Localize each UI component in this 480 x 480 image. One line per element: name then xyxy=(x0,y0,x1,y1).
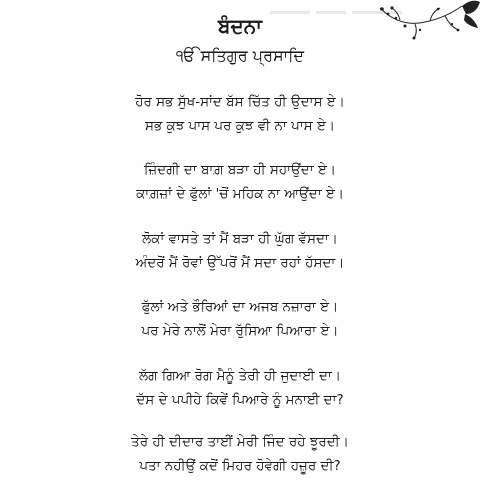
poem-line: ਲੋਕਾਂ ਵਾਸਤੇ ਤਾਂ ਮੈਂ ਬੜਾ ਹੀ ਘੁੱਗ ਵੱਸਦਾ। xyxy=(142,231,338,247)
poem-line: ਅੰਦਰੋਂ ਮੈਂ ਰੋਵਾਂ ਉੱਪਰੋਂ ਮੈਂ ਸਦਾ ਰਹਾਂ ਹੱਸਦਾ। xyxy=(135,255,345,271)
stanza-3 xyxy=(0,227,480,275)
poem-line: ਹੋਰ ਸਭ ਸੁੱਖ-ਸਾਂਦ ਬੱਸ ਚਿੱਤ ਹੀ ਉਦਾਸ ਏ। xyxy=(135,94,345,110)
poem-line: ਪਤਾ ਨਹੀਉਂ ਕਦੋਂ ਮਿਹਰ ਹੋਵੇਗੀ ਹਜ਼ੂਰ ਦੀ? xyxy=(139,458,341,474)
poem-line: ਫੁੱਲਾਂ ਅਤੇ ਭੌਰਿਆਂ ਦਾ ਅਜਬ ਨਜ਼ਾਰਾ ਏ। xyxy=(141,299,339,315)
poem-line: ਤੇਰੇ ਹੀ ਦੀਦਾਰ ਤਾਈਂ ਮੇਰੀ ਜਿੰਦ ਰਹੇ ਝੂਰਦੀ। xyxy=(131,434,349,450)
stanza-1 xyxy=(0,90,480,138)
stanza-2 xyxy=(0,158,480,206)
invocation-line: ੴ ਸਤਿਗੁਰ ਪ੍ਰਸਾਦਿ xyxy=(176,46,304,65)
poem-line: ਜ਼ਿੰਦਗੀ ਦਾ ਬਾਗ਼ ਬੜਾ ਹੀ ਸਹਾਉਂਦਾ ਏ। xyxy=(144,162,336,178)
stanza-6 xyxy=(0,430,480,478)
stanza-4 xyxy=(0,295,480,343)
stanza-5 xyxy=(0,364,480,412)
poem-line: ਲੱਗ ਗਿਆ ਰੋਗ ਮੈਨੂੰ ਤੇਰੀ ਹੀ ਜੁਦਾਈ ਦਾ। xyxy=(139,368,341,384)
poem-line: ਪਰ ਮੇਰੇ ਨਾਲੋਂ ਮੇਰਾ ਰੁੱਸਿਆ ਪਿਆਰਾ ਏ। xyxy=(141,323,339,339)
poem-title: ਬੰਦਨਾ xyxy=(218,14,262,38)
poem-line: ਦੱਸ ਦੇ ਪਪੀਹੇ ਕਿਵੇਂ ਪਿਆਰੇ ਨੂੰ ਮਨਾਈ ਦਾ? xyxy=(136,392,344,408)
poem-line: ਸਭ ਕੁਝ ਪਾਸ ਪਰ ਕੁਝ ਵੀ ਨਾ ਪਾਸ ਏ। xyxy=(144,118,336,134)
poem-line: ਕਾਗ਼ਜ਼ਾਂ ਦੇ ਫੁੱਲਾਂ 'ਚੋਂ ਮਹਿਕ ਨਾ ਆਉਂਦਾ ਏ। xyxy=(136,186,344,202)
